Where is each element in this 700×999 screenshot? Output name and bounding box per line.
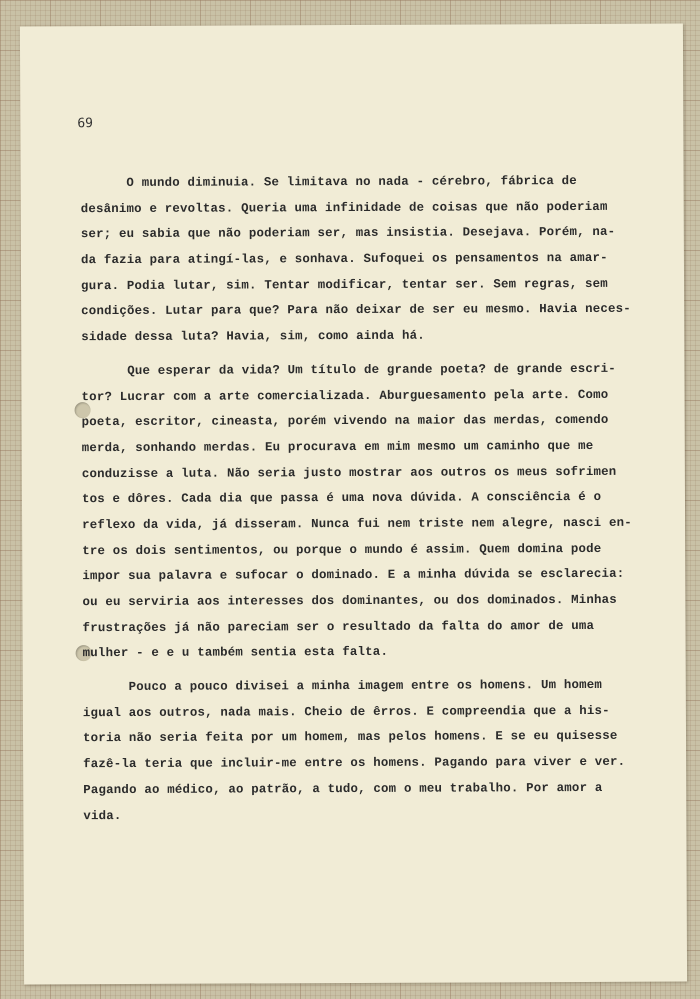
paragraph [81,169,694,351]
text-line: desânimo e revoltas. Queria uma infinidade de coisas que não poderiam [80,199,608,216]
text-line: reflexo da vida, já disseram. Nunca fui nem triste nem alegre, nasci en- [82,515,632,533]
text-line: ou eu serviria aos interesses dos dominantes, ou dos dominados. Minhas [82,592,617,610]
text-line: ser; eu sabia que não poderiam ser, mas insistia. Desejava. Porém, na- [80,225,616,242]
text-line: Pagando ao médico, ao patrão, a tudo, com o meu trabalho. Por amor a [83,780,603,797]
text-line: merda, sonhando merdas. Eu procurava em mim mesmo um caminho que me [81,438,594,456]
text-line: igual aos outros, nada mais. Cheio de êrros. E compreendia que a his- [82,703,610,720]
text-line: gura. Podia lutar, sim. Tentar modificar, tentar ser. Sem regras, sem [81,276,608,293]
text-line: tre os dois sentimentos, ou porque o mundo é assim. Quem domina pode [82,541,602,558]
text-line: Que esperar da vida? Um título de grande poeta? de grande escri- [81,361,616,378]
text-line: fazê-la teria que incluir-me entre os homens. Pagando para viver e ver. [83,754,626,772]
text-line: O mundo diminuia. Se limitava no nada - cérebro, fábrica de [80,174,577,191]
text-line: poeta, escritor, cineasta, porém vivendo na maior das merdas, comendo [81,413,609,430]
body-text [81,169,696,830]
text-line: conduzisse a luta. Não seria justo mostrar aos outros os meus sofrimen [81,464,617,481]
typewritten-page [20,24,687,985]
text-line: frustrações já não pareciam ser o resultado da falta do amor de uma [82,618,595,635]
text-line: toria não seria feita por um homem, mas pelos homens. E se eu quisesse [82,729,618,746]
paragraph [81,356,694,667]
text-line: vida. [83,808,122,823]
text-line: condições. Lutar para que? Para não deixar de ser eu mesmo. Havia neces- [81,302,631,319]
text-line: mulher - e e u também sentia esta falta. [82,645,389,661]
text-line: Pouco a pouco divisei a minha imagem entre os homens. Um homem [82,677,603,695]
text-line: sidade dessa luta? Havia, sim, como ainda há. [81,328,425,345]
text-line: tor? Lucrar com a arte comercializada. Aburguesamento pela arte. Como [81,387,609,404]
paragraph [83,673,696,830]
text-line: da fazia para atingí-las, e sonhava. Sufoquei os pensamentos na amar- [80,250,608,268]
text-line: tos e dôres. Cada dia que passa é uma nova dúvida. A consciência é o [81,490,602,507]
page-number: 69 [77,116,94,132]
text-line: impor sua palavra e sufocar o dominado. E a minha dúvida se esclarecia: [82,567,625,584]
